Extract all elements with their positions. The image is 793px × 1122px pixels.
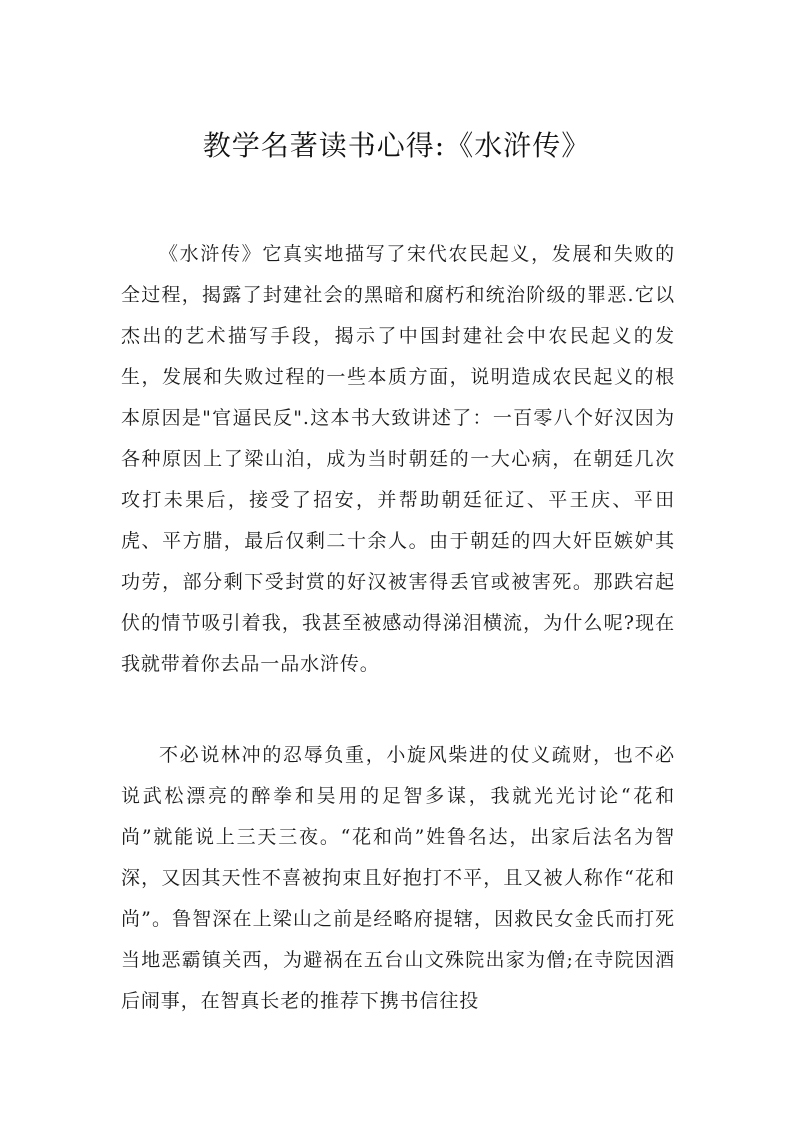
- body-paragraph: 不必说林冲的忍辱负重，小旋风柴进的仗义疏财，也不必说武松漂亮的醉拳和吴用的足智多谋，我就光光讨论“花和尚”就能说上三天三夜。“花和尚”姓鲁名达，出家后法名为智深，又因其天性不喜被拘束且好抱打不平，且又被人称作“花和尚”。鲁智深在上梁山之前是经略府提辖，因救民女金氏而打死当地恶霸镇关西，为避祸在五台山文殊院出家为僧;在寺院因酒后闹事，在智真长老的推荐下携书信往投: [121, 744, 675, 1012]
- body-paragraph: 《水浒传》它真实地描写了宋代农民起义，发展和失败的全过程，揭露了封建社会的黑暗和腐朽和统治阶级的罪恶.它以杰出的艺术描写手段，揭示了中国封建社会中农民起义的发生，发展和失败过程的一些本质方面，说明造成农民起义的根本原因是"官逼民反".这本书大致讲述了：一百零八个好汉因为各种原因上了梁山泊，成为当时朝廷的一大心病，在朝廷几次攻打未果后，接受了招安，并帮助朝廷征辽、平王庆、平田虎、平方腊，最后仅剩二十余人。由于朝廷的四大奸臣嫉妒其功劳，部分剩下受封赏的好汉被害得丢官或被害死。那跌宕起伏的情节吸引着我，我甚至被感动得涕泪横流，为什么呢?现在我就带着你去品一品水浒传。: [121, 243, 675, 675]
- page-title: 教学名著读书心得:《水浒传》: [202, 129, 591, 162]
